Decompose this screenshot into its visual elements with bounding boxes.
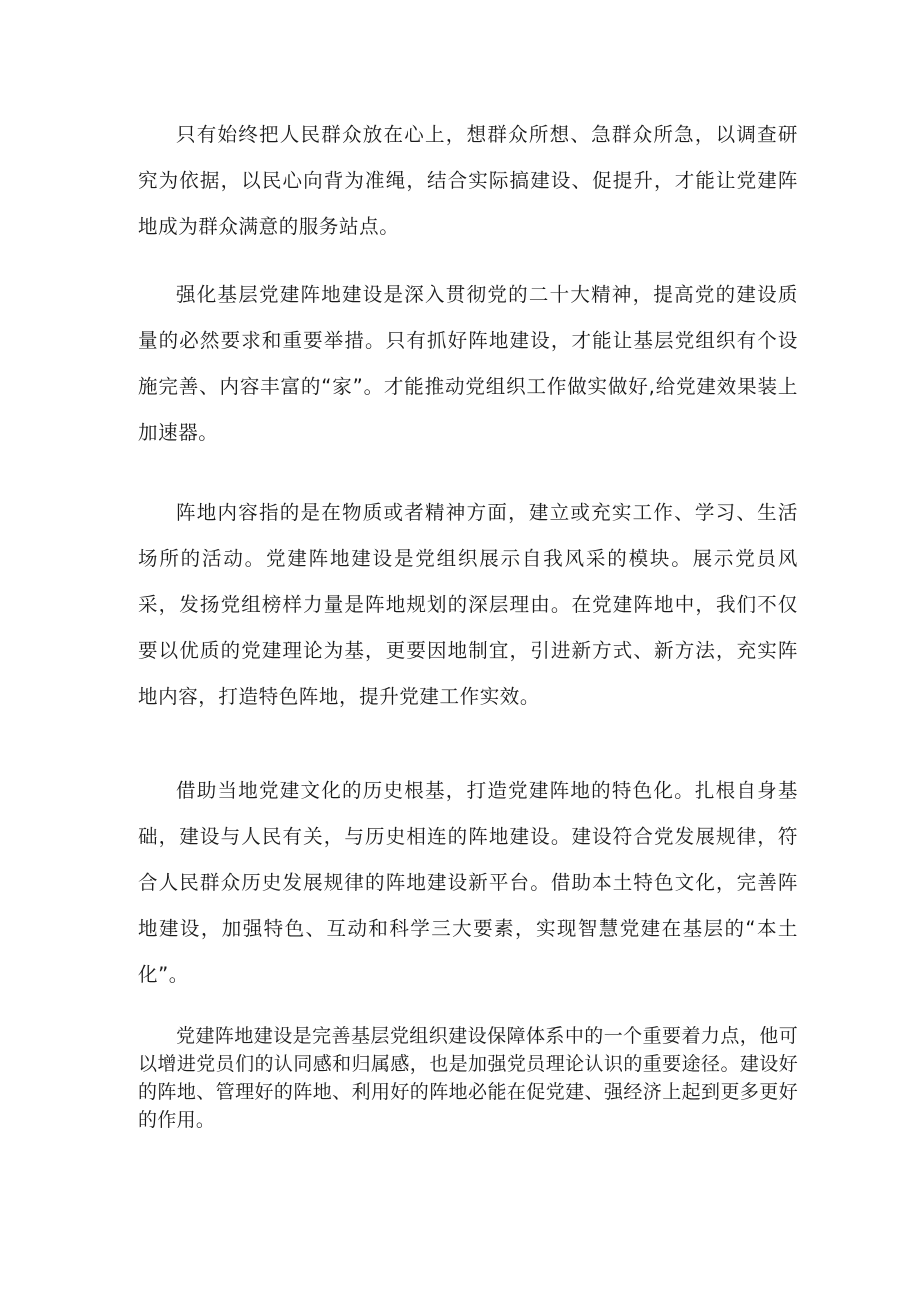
paragraph-2: 强化基层党建阵地建设是深入贯彻党的二十大精神，提高党的建设质量的必然要求和重要举措。只有抓好阵地建设，才能让基层党组织有个设施完善、内容丰富的“家”。才能推动党组织工作做实做好,给党建效果装上加速器。 <box>138 283 798 444</box>
paragraph-4: 借助当地党建文化的历史根基，打造党建阵地的特色化。扎根自身基础，建设与人民有关，与历史相连的阵地建设。建设符合党发展规律，符合人民群众历史发展规律的阵地建设新平台。借助本土特色文化，完善阵地建设，加强特色、互动和科学三大要素，实现智慧党建在基层的“本土化”。 <box>138 779 798 986</box>
paragraph-5: 党建阵地建设是完善基层党组织建设保障体系中的一个重要着力点，他可以增进党员们的认同感和归属感，也是加强党员理论认识的重要途径。建设好的阵地、管理好的阵地、利用好的阵地必能在促党建、强经济上起到更多更好的作用。 <box>138 1025 798 1131</box>
paragraph-1: 只有始终把人民群众放在心上，想群众所想、急群众所急，以调查研究为依据，以民心向背为准绳，结合实际搞建设、促提升，才能让党建阵地成为群众满意的服务站点。 <box>138 123 798 238</box>
paragraph-3: 阵地内容指的是在物质或者精神方面，建立或充实工作、学习、生活场所的活动。党建阵地建设是党组织展示自我风采的模块。展示党员风采，发扬党组榜样力量是阵地规划的深层理由。在党建阵地中，我们不仅要以优质的党建理论为基，更要因地制宜，引进新方式、新方法，充实阵地内容，打造特色阵地，提升党建工作实效。 <box>138 501 798 708</box>
